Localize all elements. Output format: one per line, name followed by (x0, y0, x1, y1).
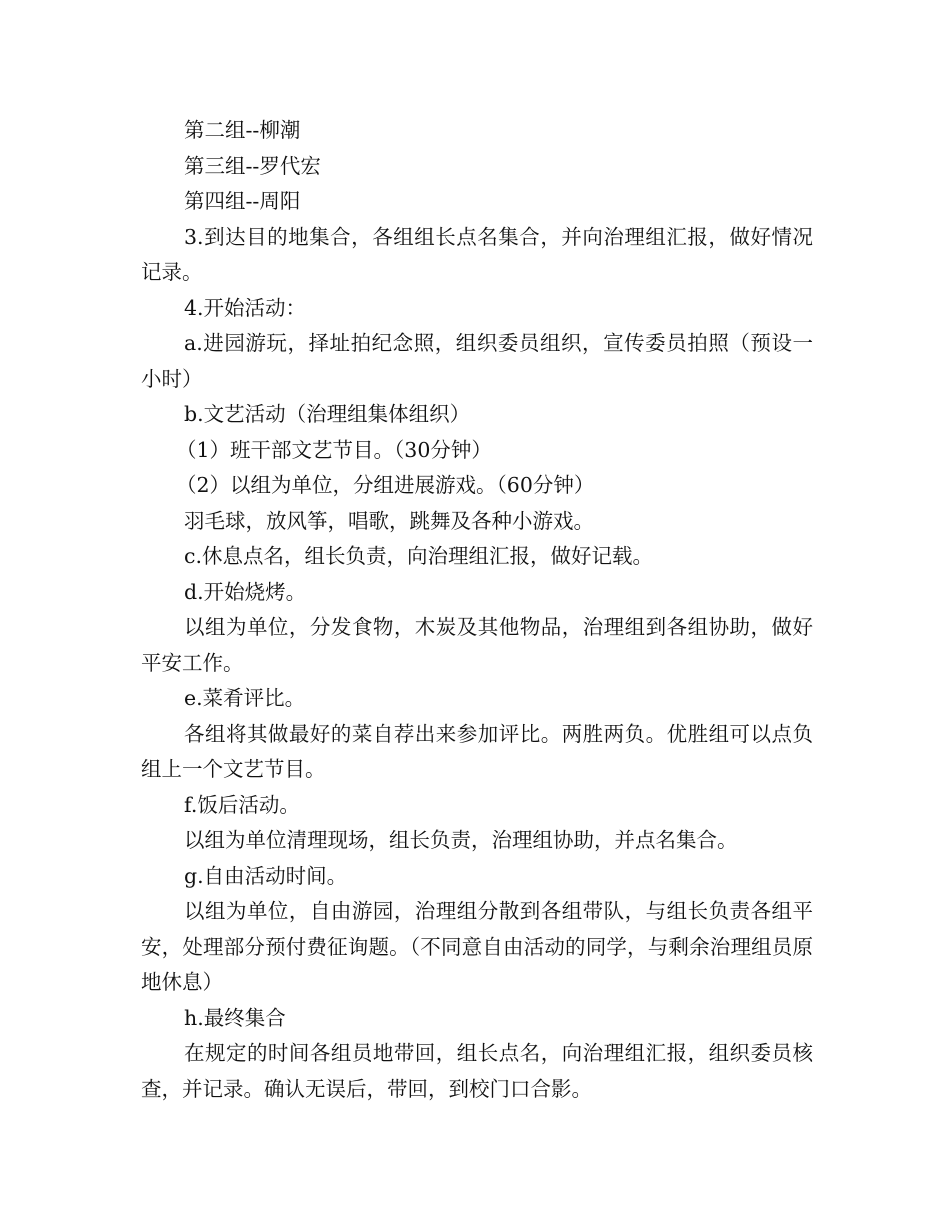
paragraph-item-c: c.休息点名，组长负责，向治理组汇报，做好记载。 (184, 544, 653, 568)
paragraph-cleanup-detail: 以组为单位清理现场，组长负责，治理组协助，并点名集合。 (184, 828, 738, 852)
paragraph-item-e: e.菜肴评比。 (184, 686, 306, 710)
paragraph-free-time-detail: 以组为单位，自由游园，治理组分散到各组带队，与组长负责各组平安，处理部分预付费征询题。（不同意自由活动的同学，与剩余治理组员原地休息） (141, 899, 813, 994)
paragraph-group-3: 第三组--罗代宏 (184, 153, 321, 178)
paragraph-group-4: 第四组--周阳 (184, 189, 301, 213)
paragraph-item-f: f.饭后活动。 (184, 792, 300, 817)
paragraph-item-a: a.进园游玩，择址拍纪念照，组织委员组织，宣传委员拍照（预设一小时） (141, 331, 813, 391)
paragraph-item-b-2: （2）以组为单位，分组进展游戏。（60分钟） (176, 473, 595, 497)
paragraph-group-2: 第二组--柳潮 (184, 118, 301, 142)
paragraph-games: 羽毛球，放风筝，唱歌，跳舞及各种小游戏。 (184, 508, 594, 533)
document-body (141, 113, 813, 1107)
paragraph-item-h: h.最终集合 (184, 1005, 286, 1030)
paragraph-contest-detail: 各组将其做最好的菜自荐出来参加评比。两胜两负。优胜组可以点负组上一个文艺节目。 (141, 721, 813, 781)
paragraph-item-d: d.开始烧烤。 (184, 579, 307, 604)
paragraph-bbq-detail: 以组为单位，分发食物，木炭及其他物品，治理组到各组协助，做好平安工作。 (141, 615, 813, 675)
paragraph-item-g: g.自由活动时间。 (184, 863, 348, 888)
paragraph-item-b-1: （1）班干部文艺节目。（30分钟） (176, 437, 492, 462)
paragraph-step-4: 4.开始活动： (184, 295, 307, 320)
paragraph-item-b: b.文艺活动（治理组集体组织） (184, 402, 471, 426)
paragraph-step-3: 3.到达目的地集合，各组组长点名集合，并向治理组汇报，做好情况记录。 (141, 224, 813, 284)
paragraph-final-detail: 在规定的时间各组员地带回，组长点名，向治理组汇报，组织委员核查，并记录。确认无误后，带回，到校门口合影。 (141, 1041, 813, 1101)
